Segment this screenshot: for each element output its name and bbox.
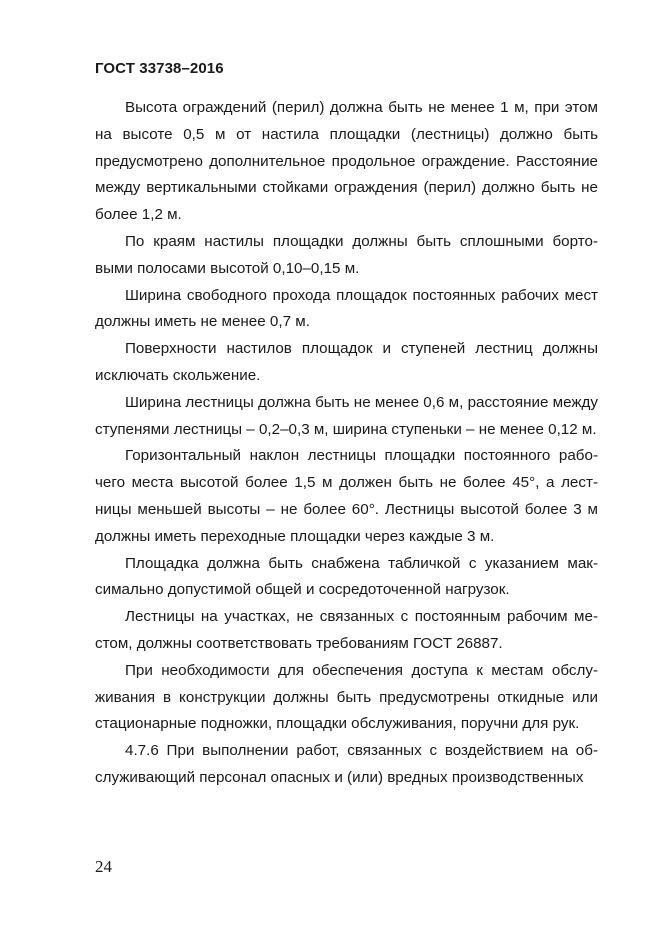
paragraph-stair-incline: Горизонтальный наклон лестницы площадки постоянного рабочего места высотой более 1,5 м должен быть не более 45°, а лестницы меньшей высоты – не более 60°. Лестницы высотой более 3 м должны иметь переходные площадки через каждые 3 м.: [95, 447, 598, 545]
paragraph-anti-slip: Поверхности настилов площадок и ступеней лестниц должны исключать скольжение.: [95, 340, 598, 384]
paragraph-service-access: При необходимости для обеспечения доступа к местам обслуживания в конструкции должны быть предусмотрены откидные или стационарные подножки, площадки обслуживания, поручни для рук.: [95, 661, 598, 733]
paragraph-load-sign: Площадка должна быть снабжена табличкой с указанием максимально допустимой общей и сосредоточенной нагрузок.: [95, 554, 598, 599]
paragraph-passage-width: Ширина свободного прохода площадок постоянных рабочих мест должны иметь не менее 0,7 м.: [95, 286, 598, 331]
page-number: 24: [95, 857, 112, 876]
paragraph-platform-edges: По краям настилы площадки должны быть сплошными бортовыми полосами высотой 0,10–0,15 м.: [95, 232, 598, 277]
paragraph-other-stairs: Лестницы на участках, не связанных с постоянным рабочим местом, должны соответствовать требованиям ГОСТ 26887.: [95, 608, 598, 652]
document-body: [95, 95, 598, 792]
paragraph-railing-height: Высота ограждений (перил) должна быть не менее 1 м, при этом на высоте 0,5 м от настила площадки (лестницы) должно быть предусмотрено дополнительное продольное ограждение. Расстояние между вертикальными стойками ограждения (перил) должно быть не более 1,2 м.: [95, 99, 598, 224]
paragraph-section-4-7-6: 4.7.6 При выполнении работ, связанных с воздействием на обслуживающий персонал опасных и (или) вредных производственных: [95, 742, 598, 786]
paragraph-stair-width: Ширина лестницы должна быть не менее 0,6 м, расстояние между ступенями лестницы – 0,2–0,3 м, ширина ступеньки – не менее 0,12 м.: [95, 393, 598, 438]
document-header: ГОСТ 33738–2016: [95, 60, 224, 77]
